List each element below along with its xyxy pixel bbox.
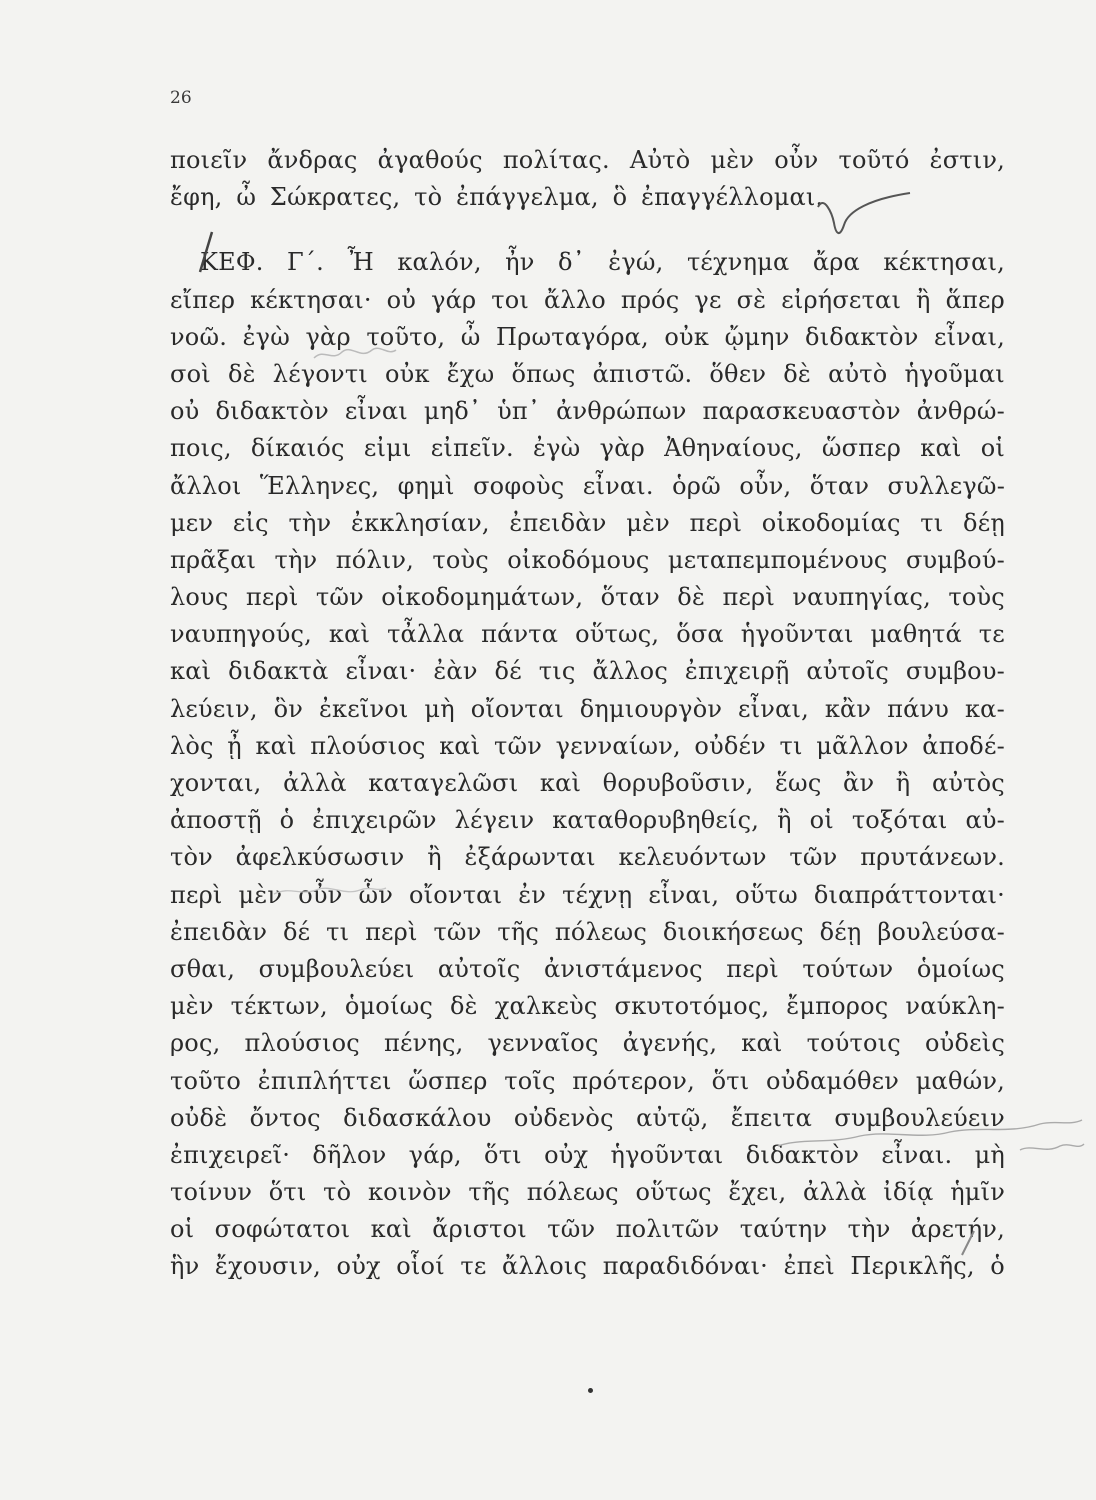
text-line: λεύειν, ὃν ἐκεῖνοι μὴ οἴονται δημιουργὸν εἶναι, κἂν πάνυ κα-	[170, 694, 1005, 723]
page-number: 26	[170, 88, 192, 108]
text-line: ἐπειδὰν δέ τι περὶ τῶν τῆς πόλεως διοικήσεως δέῃ βουλεύσα-	[170, 917, 1005, 946]
text-line: ποιεῖν ἄνδρας ἀγαθούς πολίτας. Αὐτὸ μὲν οὖν τοῦτό ἐστιν,	[170, 146, 1005, 174]
text-line: οὐ διδακτὸν εἶναι μηδ᾽ ὑπ᾽ ἀνθρώπων παρασκευαστὸν ἀνθρώ-	[170, 397, 1005, 426]
text-line: περὶ μὲν οὖν ὧν οἴονται ἐν τέχνῃ εἶναι, οὕτω διαπράττονται·	[170, 880, 1005, 909]
text-line: χονται, ἀλλὰ καταγελῶσι καὶ θορυβοῦσιν, ἕως ἂν ἢ αὐτὸς	[170, 769, 1005, 797]
text-line: εἴπερ κέκτησαι· οὐ γάρ τοι ἄλλο πρός γε σὲ εἰρήσεται ἢ ἅπερ	[170, 285, 1005, 314]
ink-dot	[588, 1388, 593, 1393]
text-line: μεν εἰς τὴν ἐκκλησίαν, ἐπειδὰν μὲν περὶ οἰκοδομίας τι δέῃ	[170, 508, 1005, 537]
text-line: μὲν τέκτων, ὁμοίως δὲ χαλκεὺς σκυτοτόμος, ἔμπορος ναύκλη-	[170, 992, 1005, 1021]
text-line: ἄλλοι Ἕλληνες, φημὶ σοφοὺς εἶναι. ὁρῶ οὖν, ὅταν συλλεγῶ-	[170, 471, 1005, 500]
text-line: τοίνυν ὅτι τὸ κοινὸν τῆς πόλεως οὕτως ἔχει, ἀλλὰ ἰδίᾳ ἡμῖν	[170, 1178, 1005, 1207]
text-line: οἱ σοφώτατοι καὶ ἄριστοι τῶν πολιτῶν ταύτην τὴν ἀρετήν,	[170, 1215, 1005, 1244]
text-line: ποις, δίκαιός εἰμι εἰπεῖν. ἐγὼ γὰρ Ἀθηναίους, ὥσπερ καὶ οἱ	[170, 434, 1005, 463]
text-line: οὐδὲ ὄντος διδασκάλου οὐδενὸς αὐτῷ, ἔπειτα συμβουλεύειν	[170, 1103, 1005, 1132]
text-line: ἀποστῇ ὁ ἐπιχειρῶν λέγειν καταθορυβηθείς, ἢ οἱ τοξόται αὐ-	[170, 806, 1005, 835]
chapter-heading-line: ΚΕΦ. Γ΄. Ἦ καλόν, ἦν δ᾽ ἐγώ, τέχνημα ἄρα κέκτησαι,	[200, 248, 1005, 277]
text-line: τὸν ἀφελκύσωσιν ἢ ἐξάρωνται κελευόντων τῶν πρυτάνεων.	[170, 843, 1005, 872]
text-line: ρος, πλούσιος πένης, γενναῖος ἀγενής, καὶ τούτοις οὐδεὶς	[170, 1029, 1005, 1058]
text-line: ἐπιχειρεῖ· δῆλον γάρ, ὅτι οὐχ ἡγοῦνται διδακτὸν εἶναι. μὴ	[170, 1140, 1005, 1169]
text-line: καὶ διδακτὰ εἶναι· ἐὰν δέ τις ἄλλος ἐπιχειρῇ αὐτοῖς συμβου-	[170, 657, 1005, 686]
text-line: λους περὶ τῶν οἰκοδομημάτων, ὅταν δὲ περὶ ναυπηγίας, τοὺς	[170, 583, 1005, 612]
text-line: σοὶ δὲ λέγοντι οὐκ ἔχω ὅπως ἀπιστῶ. ὅθεν δὲ αὐτὸ ἡγοῦμαι	[170, 359, 1005, 388]
text-line: τοῦτο ἐπιπλήττει ὥσπερ τοῖς πρότερον, ὅτι οὐδαμόθεν μαθών,	[170, 1066, 1005, 1095]
text-block	[170, 142, 1005, 1286]
text-line: πρᾶξαι τὴν πόλιν, τοὺς οἰκοδόμους μεταπεμπομένους συμβού-	[170, 545, 1005, 574]
text-line: σθαι, συμβουλεύει αὐτοῖς ἀνιστάμενος περὶ τούτων ὁμοίως	[170, 954, 1005, 983]
text-line: ἣν ἔχουσιν, οὐχ οἷοί τε ἄλλοις παραδιδόναι· ἐπεὶ Περικλῆς, ὁ	[170, 1252, 1005, 1281]
text-line: ναυπηγούς, καὶ τἆλλα πάντα οὕτως, ὅσα ἡγοῦνται μαθητά τε	[170, 620, 1005, 649]
text-line: λὸς ᾖ καὶ πλούσιος καὶ τῶν γενναίων, οὐδέν τι μᾶλλον ἀποδέ-	[170, 731, 1005, 760]
text-line: ἔφη, ὦ Σώκρατες, τὸ ἐπάγγελμα, ὃ ἐπαγγέλλομαι.	[170, 183, 824, 212]
text-line: νοῶ. ἐγὼ γὰρ τοῦτο, ὦ Πρωταγόρα, οὐκ ᾤμην διδακτὸν εἶναι,	[170, 322, 1005, 351]
